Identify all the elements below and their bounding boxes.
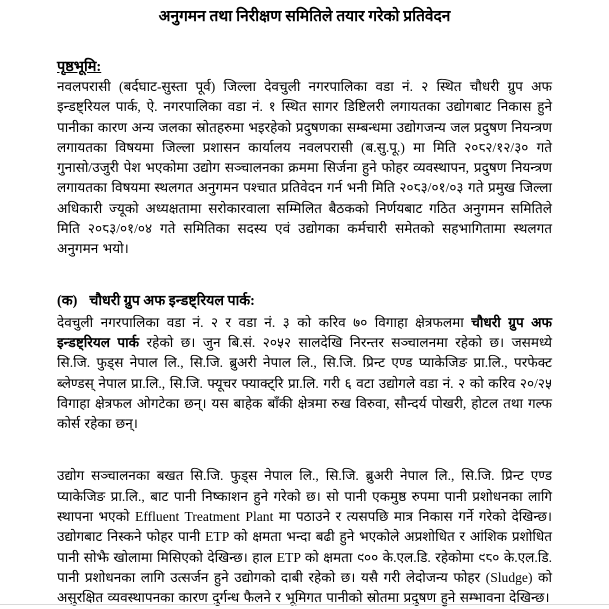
background-section-heading: पृष्ठभूमि: <box>57 59 102 75</box>
page-bottom-divider <box>0 604 609 605</box>
section-a-paragraph-1-before: देवचुली नगरपालिका वडा नं. २ र वडा नं. ३ को करिव ७० विगाहा क्षेत्रफलमा <box>57 314 472 330</box>
background-paragraph: नवलपरासी (बर्दघाट-सुस्ता पूर्व) जिल्ला देवचुली नगरपालिका वडा नं. २ स्थित चौधरी ग्रुप अफ इन्डष्ट्रियल पार्क, ऐ. नगरपालिका वडा नं. १ स्थित सागर डिष्टिलरी लगायतका उद्योगबाट निकास हुने पानीका कारण अन्य जलका स्रोतहरुमा भइरहेको प्रदुषणका सम्बन्धमा उद्योगजन्य जल प्रदुषण नियन्त्रण लगायतका विषयमा जिल्ला प्रशासन कार्यालय नवलपरासी (ब.सु.पू.) मा मिति २०८२/१२/३० गते गुनासो/उजुरी पेश भएकोमा उद्योग सञ्चालनका क्रममा सिर्जना हुने फोहर व्यवस्थापन, प्रदुषण नियन्त्रण लगायतका विषयमा स्थलगत अनुगमन पश्चात प्रतिवेदन गर्न भनी मिति २०८३/०१/०३ गते प्रमुख जिल्ला अधिकारी ज्यूको अध्यक्षतामा सरोकारवाला सम्मिलित बैठकको निर्णयबाट गठित अनुगमन समितिले मिति २०८३/०१/०४ गते समितिका सदस्य एवं उद्योगका कर्मचारी समेतको सहभागितामा स्थलगत अनुगमन भयो। <box>57 79 552 257</box>
section-a-heading <box>57 291 552 311</box>
section-a-title: चौधरी ग्रुप अफ इन्डष्ट्रियल पार्क: <box>89 292 255 309</box>
section-a-paragraph-1 <box>57 313 552 435</box>
section-a-paragraph-1-after: रहेको छ। जुन बि.सं. २०५२ सालदेखि निरन्तर सञ्चालनमा रहेको छ। जसमध्ये सि.जि. फुड्स नेपाल लि., सि.जि. ब्रुअरी नेपाल लि., सि.जि. प्रिन्ट एण्ड प्याकेजिङ प्रा.लि., परफेक्ट ब्लेण्डस् नेपाल प्रा.लि., सि.जि. फ्यूचर फ्याक्ट्रि प्रा.लि. गरी ६ वटा उद्योगले वडा नं. २ को करिव २०/२५ विगाहा क्षेत्रफल ओगटेका छन्। यस बाहेक बाँकी क्षेत्रमा रुख विरुवा, सौन्दर्य पोखरी, होटल तथा गल्फ कोर्स रहेका छन्। <box>57 334 553 432</box>
section-a-paragraph-2: उद्योग सञ्चालनका बखत सि.जि. फुड्स नेपाल लि., सि.जि. ब्रुअरी नेपाल लि., सि.जि. प्रिन्ट एण्ड प्याकेजिङ प्रा.लि., बाट पानी निष्काशन हुने गरेको छ। सो पानी एकमुष्ठ रुपमा पानी प्रशोधनका लागि स्थापना भएको Effluent Treatment Plant मा पठाउने र त्यसपछि मात्र निकास गर्ने गरेको देखिन्छ। उद्योगबाट निस्कने फोहर पानी ETP को क्षमता भन्दा बढी हुने भएकोले अप्रशोधित र आंशिक प्रशोधित पानी सोझै खोलामा मिसिएको देखिन्छ। हाल ETP को क्षमता ९०० के.एल.डि. रहेकोमा ९८० के.एल.डि. पानी प्रशोधनका लागि उत्सर्जन हुने उद्योगको दाबी रहेको छ। यसै गरी लेदोजन्य फोहर (Sludge) को असुरक्षित व्यवस्थापनका कारण दुर्गन्ध फैलने र भूमिगत पानीको स्रोतमा प्रदुषण हुने सम्भावना देखिन्छ। <box>57 468 552 606</box>
section-a-label: (क) <box>57 292 78 309</box>
section-a-paragraph-1-bold-phrase: चौधरी ग्रुप अफ इन्डष्ट्रियल पार्क <box>57 314 552 350</box>
document-title: अनुगमन तथा निरीक्षण समितिले तयार गरेको प्रतिवेदन <box>158 8 451 25</box>
